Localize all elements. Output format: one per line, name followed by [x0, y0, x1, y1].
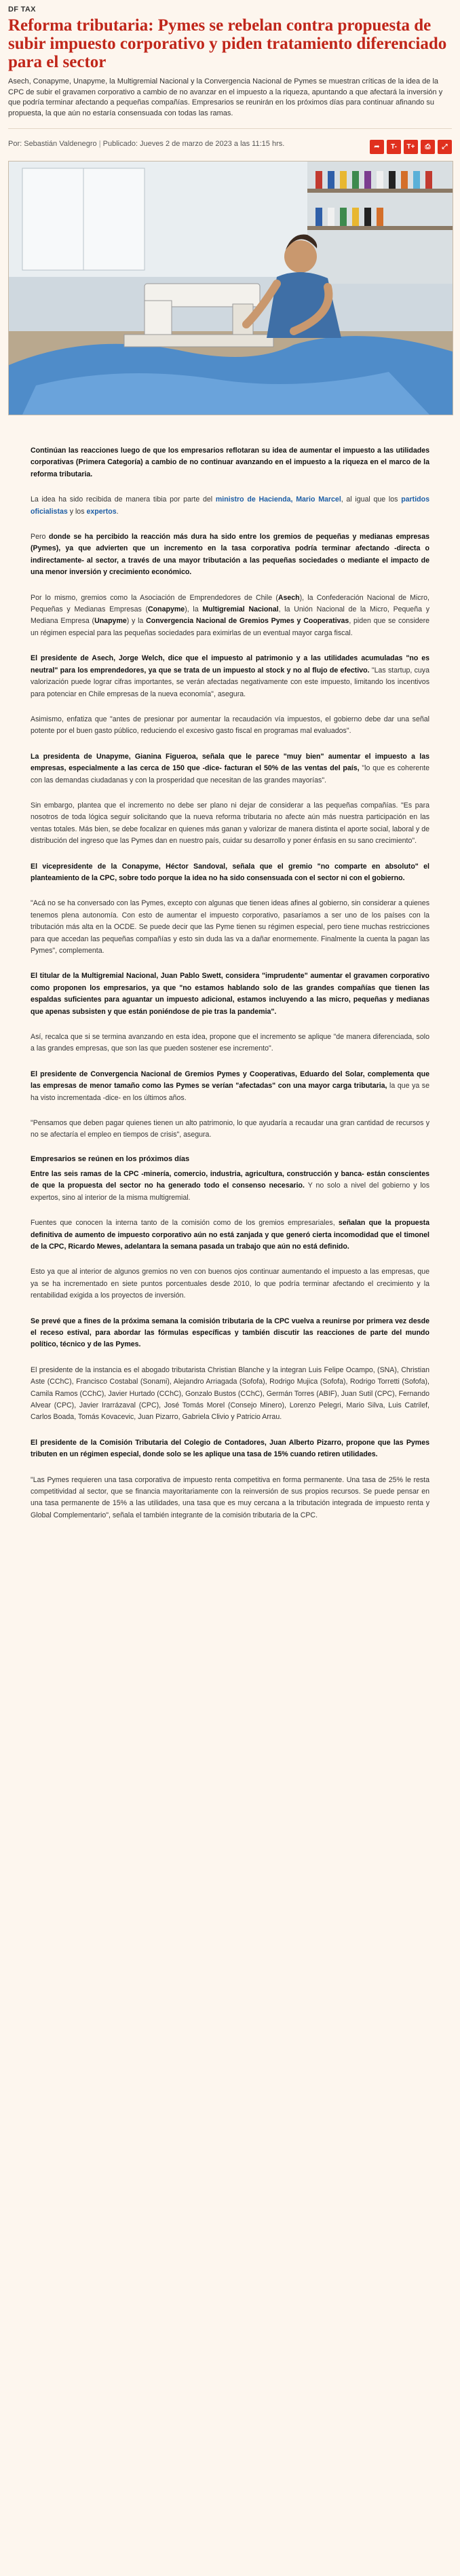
paragraph-21: "Las Pymes requieren una tasa corporativa de impuesto renta competitiva en forma permanente. Una tasa de 25% le resta competitividad al sector, que se financia mayoritariamente con la reinversión de sus propios recursos. Se puede pensar en una tasa permanente de 15% a las utilidades, una tasa que es muy cercana a la tributación integrada de impuesto renta y Global Complementario", señala el también integrante de la comisión tributaria de la CPC.: [31, 1475, 429, 1519]
byline-row: [0, 138, 460, 154]
paragraph-15: Entre las seis ramas de la CPC -minería, comercio, industria, agricultura, construcción y banca- están conscientes de que la propuesta del sector no ha generado todo el consenso necesario. Y no solo a nivel del gobierno y los expertos, sino al interior de la misma multigremial.: [31, 1169, 429, 1202]
paragraph-14: "Pensamos que deben pagar quienes tienen un alto patrimonio, lo que ayudaría a recaudar una gran cantidad de recursos y no se afectaría el empleo en tiempos de crisis", asegura.: [31, 1119, 429, 1139]
byline: [8, 138, 293, 149]
link-ministro-hacienda[interactable]: ministro de Hacienda, Mario Marcel: [215, 495, 341, 504]
published-date: Publicado: Jueves 2 de marzo de 2023 a las 11:15 hrs.: [102, 140, 285, 148]
paragraph-12: Así, recalca que si se termina avanzando en esta idea, propone que el incremento se aplique "de manera diferenciada, solo a las grandes empresas, que son las que pueden sostener ese incremento".: [31, 1033, 429, 1053]
link-expertos[interactable]: expertos: [86, 507, 117, 516]
font-increase-button[interactable]: T+: [404, 140, 418, 154]
article-photo: [8, 161, 453, 415]
paragraph-5: El presidente de Asech, Jorge Welch, dice que el impuesto al patrimonio y a las utilidades acumuladas "no es neutral" para los emprendedores, ya que se trata de un impuesto al stock y no al flujo de efectivo. "Las startup, cuya valorización puede lograr cifras importantes, se verán afectadas negativamente con este impuesto, limitando los incentivos para potenciar en Chile empresas de la nueva economía", asegura.: [31, 654, 429, 698]
photo-illustration: [9, 162, 453, 415]
paragraph-17: Esto ya que al interior de algunos gremios no ven con buenos ojos continuar aumentando el impuesto a las empresas, que ya se ha incrementado en siete puntos porcentuales desde 2010, lo que podría terminar afectando el crecimiento y la rentabilidad exigida a los proyectos de inversión.: [31, 1268, 429, 1300]
font-decrease-button[interactable]: T-: [387, 140, 401, 154]
paragraph-7: La presidenta de Unapyme, Gianina Figueroa, señala que le parece "muy bien" aumentar el impuesto a las empresas, especialmente a las cerca de 150 que -dice- facturan el 50% de las ventas del país, "lo que es coherente con las demandas ciudadanas y con la prosperidad que necesitan de las grandes mayorías".: [31, 752, 429, 784]
paragraph-6: Asimismo, enfatiza que "antes de presionar por aumentar la recaudación vía impuestos, el gobierno debe dar una señal potente por el buen gasto público, reduciendo el excesivo gasto fiscal en programas mal evaluados".: [31, 715, 429, 736]
paragraph-16: Fuentes que conocen la interna tanto de la comisión como de los gremios empresariales, señalan que la propuesta definitiva de aumento de impuesto corporativo aún no está zanjada y que generó cierta incomodidad que el timonel de la CPC, Ricardo Mewes, adelantara la semana pasada un trabajo que aún no está definido.: [31, 1219, 430, 1251]
paragraph-4: Por lo mismo, gremios como la Asociación de Emprendedores de Chile (Asech), la Confederación Nacional de Micro, Pequeñas y Medianas Empresas (Conapyme), la Multigremial Nacional, la Unión Nacional de la Micro, Pequeña y Mediana Empresa (Unapyme) y la Convergencia Nacional de Gremios Pymes y Cooperativas, piden que se considere un régimen especial para las pequeñas sociedades para eximirlas de un eventual mayor carga fiscal.: [31, 593, 429, 637]
paragraph-19: El presidente de la instancia es el abogado tributarista Christian Blanche y la integran Luis Felipe Ocampo, (SNA), Christian Aste (CChC), Francisco Costabal (Sonami), Alejandro Arriagada (Sofofa), Rodrigo Mujica (Sofofa), Rodrigo Torretti (Sofofa), Camila Ramos (CChC), Javier Hurtado (CChC), Gonzalo Bustos (CChC), Germán Torres (ABIF), Juan Sutil (CPC), Fernando Alvear (CPC), Javier Irarrázaval (CPC), José Tomás Morel (Consejo Minero), Lorenzo Pelegri, Mario Silva, Luis Catrilef, Carlos Boada, Tomás Kovacevic, Juan Pizarro, Gabriela Clivio y Patricio Arrau.: [31, 1365, 429, 1422]
paragraph-3: Pero donde se ha percibido la reacción más dura ha sido entre los gremios de pequeñas y medianas empresas (Pymes), ya que advierten que un incremento en la tasa corporativa podría terminar afectando -directa o indirectamente- al sector, a través de una mayor tributación a las pequeñas sociedades o mediante el impacto de una menor inversión y crecimiento económico.: [31, 533, 429, 577]
share-icon[interactable]: ➦: [370, 140, 384, 154]
article-tools: [370, 140, 452, 154]
paragraph-9: El vicepresidente de la Conapyme, Héctor Sandoval, señala que el gremio "no comparte en absoluto" el planteamiento de la CPC, sobre todo porque la idea no ha sido consensuada con el sector ni con el gobierno.: [31, 862, 429, 882]
paragraph-1: Continúan las reacciones luego de que los empresarios reflotaran su idea de aumentar el impuesto a las utilidades corporativas (Primera Categoría) a cambio de no continuar avanzando en el impuesto a la riqueza en el marco de la reforma tributaria.: [31, 447, 429, 478]
paragraph-8: Sin embargo, plantea que el incremento no debe ser plano ni dejar de considerar a las pequeñas compañías. "Es para nosotros de toda lógica seguir solicitando que la nueva reforma tributaria no afecte aún más nuestra participación en las ventas totales. Más bien, se debe focalizar en quienes más ganan y valorizar de manera distinta el aporte social, laboral y de distribución del ingreso que las Pymes dan en nuestro país, cuidar su desarrollo y poner énfasis en su sano crecimiento".: [31, 801, 429, 846]
article-body: [0, 415, 460, 1521]
author: Por: Sebastián Valdenegro: [8, 140, 97, 148]
link-partidos-oficialistas[interactable]: partidos oficialistas: [31, 495, 429, 516]
print-icon[interactable]: ⎙: [421, 140, 435, 154]
byline-separator: |: [98, 140, 103, 148]
paragraph-18: Se prevé que a fines de la próxima semana la comisión tributaria de la CPC vuelva a reunirse por primera vez desde el receso estival, para abordar las fórmulas específicas y también discutir las reacciones de parte del mundo político, técnico y de las Pymes.: [31, 1317, 429, 1349]
section-label[interactable]: DF TAX: [8, 5, 36, 14]
paragraph-2: La idea ha sido recibida de manera tibia por parte del ministro de Hacienda, Mario Marcel, al igual que los partidos oficialistas y los expertos.: [31, 495, 429, 516]
article-summary: Asech, Conapyme, Unapyme, la Multigremial Nacional y la Convergencia Nacional de Pymes se muestran críticas de la idea de la CPC de subir el gravamen corporativo a cambio de no avanzar en el impuesto a la riqueza, apuntando a que afectará la inversión y que podría terminar afectando a pequeñas compañías. Empresarios se reunirán en los próximos días para continuar afinando su propuesta, la que aún no estaría consensuada con todas las ramas.: [8, 77, 443, 117]
paragraph-11: El titular de la Multigremial Nacional, Juan Pablo Swett, considera "imprudente" aumentar el gravamen corporativo como proponen los empresarios, ya que "no estamos hablando solo de las grandes compañías que tienen las espaldas suficientes para aguantar un impuesto adicional, estamos incluyendo a las micro, pequeñas y medianas que apenas subsisten y que están poniéndose de pie tras la pandemia".: [31, 972, 429, 1016]
paragraph-20: El presidente de la Comisión Tributaria del Colegio de Contadores, Juan Alberto Pizarro, propone que las Pymes tributen en un régimen especial, donde solo se les aplique una tasa de 15% cuando retiren utilidades.: [31, 1438, 429, 1459]
headline: Reforma tributaria: Pymes se rebelan contra propuesta de subir impuesto corporativo y piden tratamiento diferenciado para el sector: [8, 16, 447, 71]
divider: [8, 128, 452, 129]
expand-icon[interactable]: ⤢: [438, 140, 452, 154]
subheading: Empresarios se reúnen en los próximos días: [31, 1154, 190, 1163]
paragraph-10: "Acá no se ha conversado con las Pymes, excepto con algunas que tienen ideas afines al gobierno, sin considerar a quienes tenemos plena autonomía. Con esto de aumentar el impuesto corporativo, pasaríamos a ser uno de los países con la tributación más alta en la OCDE. Se puede decir que las Pyme tienen su régimen especial, pero tiene muchas restricciones para que accedan las pequeñas compañías y esto sin duda las va a dañar enormemente. Finalmente la cuenta la pagan las Pymes", complementa.: [31, 899, 429, 955]
paragraph-13: El presidente de Convergencia Nacional de Gremios Pymes y Cooperativas, Eduardo del Solar, complementa que las empresas de menor tamaño como las Pymes se verían "afectadas" con una mayor carga tributaria, la que ya se ha visto incrementada -dice- en los últimos años.: [31, 1069, 429, 1102]
article-header: [0, 0, 460, 129]
